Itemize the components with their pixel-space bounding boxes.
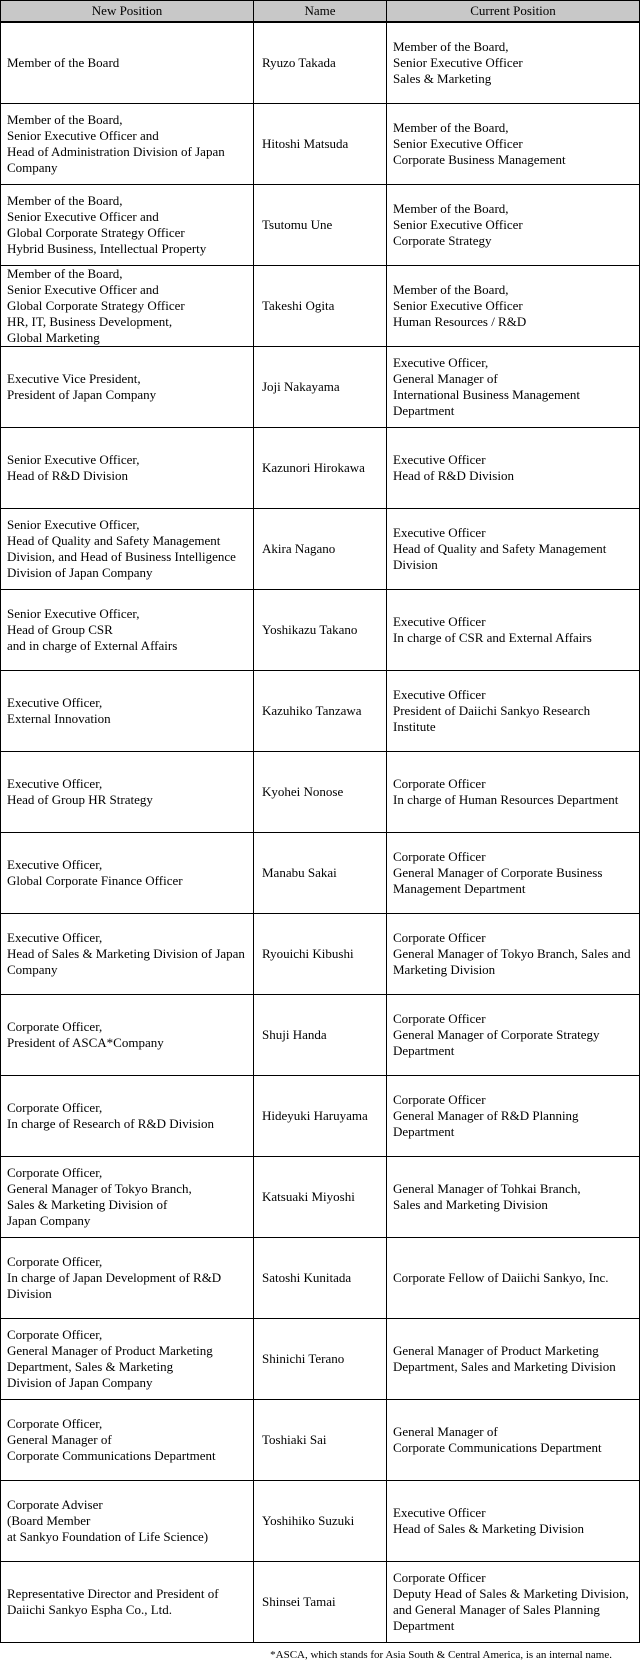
name-cell: Yoshikazu Takano <box>254 590 387 671</box>
current-position-cell: Executive Officer, General Manager of International Business Management Department <box>387 347 640 428</box>
new-position-cell: Member of the Board <box>1 22 254 104</box>
new-position-cell: Executive Officer, Global Corporate Finance Officer <box>1 833 254 914</box>
current-position-cell: Executive Officer Head of Quality and Safety Management Division <box>387 509 640 590</box>
name-cell: Katsuaki Miyoshi <box>254 1157 387 1238</box>
current-position-cell: Executive Officer Head of R&D Division <box>387 428 640 509</box>
new-position-cell: Member of the Board, Senior Executive Officer and Global Corporate Strategy Officer HR, IT, Business Development, Global Marketing <box>1 266 254 347</box>
new-position-cell: Corporate Officer, In charge of Research of R&D Division <box>1 1076 254 1157</box>
header-row <box>1 1 640 23</box>
new-position-cell: Corporate Officer, General Manager of Product Marketing Department, Sales & Marketing Division of Japan Company <box>1 1319 254 1400</box>
table-body <box>1 22 640 1643</box>
name-cell: Manabu Sakai <box>254 833 387 914</box>
name-cell: Akira Nagano <box>254 509 387 590</box>
table-row <box>1 509 640 590</box>
new-position-cell: Member of the Board, Senior Executive Officer and Head of Administration Division of Japan Company <box>1 104 254 185</box>
table-row <box>1 1238 640 1319</box>
header-current-position: Current Position <box>387 1 640 23</box>
current-position-cell: Corporate Officer General Manager of Tokyo Branch, Sales and Marketing Division <box>387 914 640 995</box>
table-row <box>1 347 640 428</box>
current-position-cell: Corporate Officer General Manager of Corporate Business Management Department <box>387 833 640 914</box>
name-cell: Kyohei Nonose <box>254 752 387 833</box>
name-cell: Hitoshi Matsuda <box>254 104 387 185</box>
table-row <box>1 428 640 509</box>
current-position-cell: Corporate Officer In charge of Human Resources Department <box>387 752 640 833</box>
new-position-cell: Corporate Officer, President of ASCA*Company <box>1 995 254 1076</box>
name-cell: Tsutomu Une <box>254 185 387 266</box>
current-position-cell: Corporate Officer General Manager of Corporate Strategy Department <box>387 995 640 1076</box>
table-row <box>1 266 640 347</box>
current-position-cell: Member of the Board, Senior Executive Officer Human Resources / R&D <box>387 266 640 347</box>
name-cell: Takeshi Ogita <box>254 266 387 347</box>
new-position-cell: Senior Executive Officer, Head of R&D Division <box>1 428 254 509</box>
current-position-cell: Corporate Fellow of Daiichi Sankyo, Inc. <box>387 1238 640 1319</box>
table-row <box>1 914 640 995</box>
name-cell: Ryuzo Takada <box>254 22 387 104</box>
name-cell: Kazunori Hirokawa <box>254 428 387 509</box>
table-row <box>1 1319 640 1400</box>
table-row <box>1 104 640 185</box>
new-position-cell: Representative Director and President of Daiichi Sankyo Espha Co., Ltd. <box>1 1562 254 1643</box>
table-row <box>1 22 640 104</box>
table-row <box>1 1562 640 1643</box>
current-position-cell: Member of the Board, Senior Executive Officer Sales & Marketing <box>387 22 640 104</box>
new-position-cell: Corporate Officer, General Manager of Corporate Communications Department <box>1 1400 254 1481</box>
new-position-cell: Corporate Adviser (Board Member at Sankyo Foundation of Life Science) <box>1 1481 254 1562</box>
current-position-cell: Corporate Officer Deputy Head of Sales & Marketing Division, and General Manager of Sales Planning Department <box>387 1562 640 1643</box>
current-position-cell: General Manager of Product Marketing Department, Sales and Marketing Division <box>387 1319 640 1400</box>
new-position-cell: Executive Officer, Head of Group HR Strategy <box>1 752 254 833</box>
name-cell: Satoshi Kunitada <box>254 1238 387 1319</box>
current-position-cell: General Manager of Tohkai Branch, Sales and Marketing Division <box>387 1157 640 1238</box>
name-cell: Hideyuki Haruyama <box>254 1076 387 1157</box>
current-position-cell: Executive Officer Head of Sales & Marketing Division <box>387 1481 640 1562</box>
table-row <box>1 833 640 914</box>
current-position-cell: Member of the Board, Senior Executive Officer Corporate Strategy <box>387 185 640 266</box>
table-row <box>1 590 640 671</box>
table-row <box>1 752 640 833</box>
new-position-cell: Executive Officer, External Innovation <box>1 671 254 752</box>
name-cell: Kazuhiko Tanzawa <box>254 671 387 752</box>
current-position-cell: Executive Officer In charge of CSR and External Affairs <box>387 590 640 671</box>
name-cell: Shuji Handa <box>254 995 387 1076</box>
new-position-cell: Executive Officer, Head of Sales & Marketing Division of Japan Company <box>1 914 254 995</box>
name-cell: Toshiaki Sai <box>254 1400 387 1481</box>
footnote: *ASCA, which stands for Asia South & Central America, is an internal name. <box>270 1649 612 1661</box>
table-row <box>1 995 640 1076</box>
table-row <box>1 671 640 752</box>
name-cell: Ryouichi Kibushi <box>254 914 387 995</box>
table-row <box>1 1076 640 1157</box>
name-cell: Shinsei Tamai <box>254 1562 387 1643</box>
new-position-cell: Corporate Officer, In charge of Japan Development of R&D Division <box>1 1238 254 1319</box>
header-new-position: New Position <box>1 1 254 23</box>
table-header <box>1 1 640 23</box>
current-position-cell: Executive Officer President of Daiichi Sankyo Research Institute <box>387 671 640 752</box>
new-position-cell: Corporate Officer, General Manager of Tokyo Branch, Sales & Marketing Division of Japan Company <box>1 1157 254 1238</box>
new-position-cell: Senior Executive Officer, Head of Quality and Safety Management Division, and Head of Business Intelligence Division of Japan Company <box>1 509 254 590</box>
new-position-cell: Executive Vice President, President of Japan Company <box>1 347 254 428</box>
name-cell: Shinichi Terano <box>254 1319 387 1400</box>
table-row <box>1 1400 640 1481</box>
current-position-cell: General Manager of Corporate Communications Department <box>387 1400 640 1481</box>
name-cell: Joji Nakayama <box>254 347 387 428</box>
table-row <box>1 185 640 266</box>
new-position-cell: Member of the Board, Senior Executive Officer and Global Corporate Strategy Officer Hybrid Business, Intellectual Property <box>1 185 254 266</box>
current-position-cell: Member of the Board, Senior Executive Officer Corporate Business Management <box>387 104 640 185</box>
new-position-cell: Senior Executive Officer, Head of Group CSR and in charge of External Affairs <box>1 590 254 671</box>
header-name: Name <box>254 1 387 23</box>
table-row <box>1 1481 640 1562</box>
current-position-cell: Corporate Officer General Manager of R&D Planning Department <box>387 1076 640 1157</box>
table-row <box>1 1157 640 1238</box>
name-cell: Yoshihiko Suzuki <box>254 1481 387 1562</box>
